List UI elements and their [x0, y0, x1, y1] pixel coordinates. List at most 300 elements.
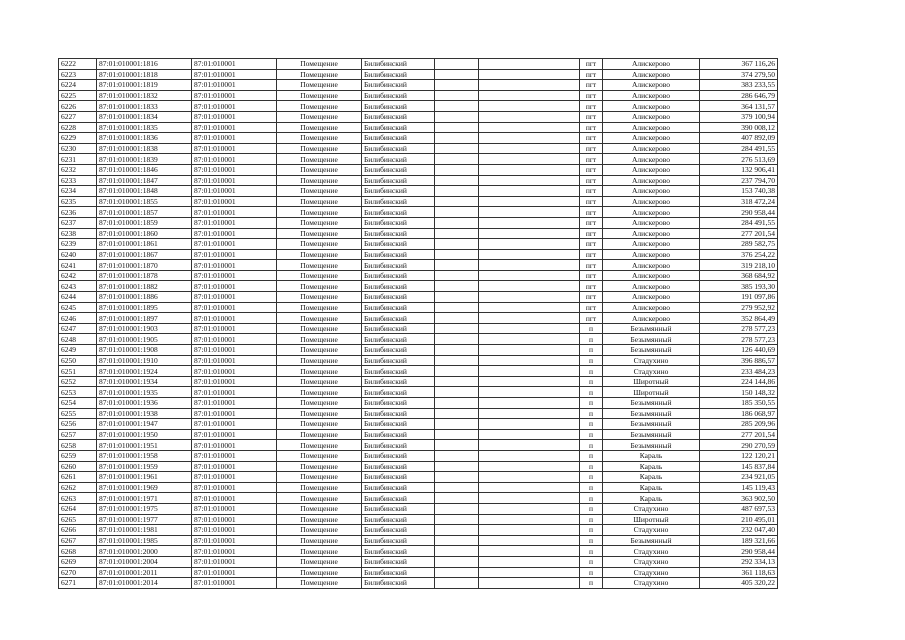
district-name: Билибинский [362, 292, 435, 303]
empty-cell [435, 567, 479, 578]
settlement-kind: п [580, 493, 603, 504]
cadastral-number: 87:01:010001:1959 [97, 461, 192, 472]
cadastral-value: 367 116,26 [700, 59, 778, 70]
empty-cell [435, 154, 479, 165]
cadastral-quarter: 87:01:010001 [192, 186, 277, 197]
empty-cell [479, 239, 580, 250]
empty-cell [479, 567, 580, 578]
empty-cell [479, 440, 580, 451]
object-type: Помещение [277, 450, 362, 461]
row-number: 6245 [59, 302, 97, 313]
settlement-kind: пгт [580, 90, 603, 101]
row-number: 6230 [59, 143, 97, 154]
cadastral-quarter: 87:01:010001 [192, 313, 277, 324]
settlement-name: Широтный [603, 387, 700, 398]
empty-cell [435, 207, 479, 218]
settlement-kind: п [580, 398, 603, 409]
row-number: 6261 [59, 472, 97, 483]
cadastral-number: 87:01:010001:1860 [97, 228, 192, 239]
empty-cell [435, 313, 479, 324]
settlement-kind: п [580, 578, 603, 589]
cadastral-quarter: 87:01:010001 [192, 101, 277, 112]
object-type: Помещение [277, 175, 362, 186]
settlement-name: Алискерово [603, 175, 700, 186]
settlement-name: Алискерово [603, 228, 700, 239]
district-name: Билибинский [362, 461, 435, 472]
empty-cell [479, 503, 580, 514]
empty-cell [435, 493, 479, 504]
cadastral-quarter: 87:01:010001 [192, 154, 277, 165]
settlement-name: Караль [603, 472, 700, 483]
settlement-name: Безымянный [603, 323, 700, 334]
district-name: Билибинский [362, 270, 435, 281]
empty-cell [479, 59, 580, 70]
object-type: Помещение [277, 440, 362, 451]
empty-cell [479, 525, 580, 536]
cadastral-quarter: 87:01:010001 [192, 270, 277, 281]
table-body [59, 59, 778, 589]
table-row [59, 59, 778, 70]
empty-cell [479, 207, 580, 218]
row-number: 6222 [59, 59, 97, 70]
settlement-kind: пгт [580, 175, 603, 186]
district-name: Билибинский [362, 196, 435, 207]
settlement-name: Алискерово [603, 281, 700, 292]
cadastral-number: 87:01:010001:1859 [97, 217, 192, 228]
cadastral-number: 87:01:010001:1855 [97, 196, 192, 207]
district-name: Билибинский [362, 535, 435, 546]
cadastral-value: 279 952,92 [700, 302, 778, 313]
settlement-kind: пгт [580, 101, 603, 112]
table-row [59, 154, 778, 165]
cadastral-value: 361 118,63 [700, 567, 778, 578]
empty-cell [435, 292, 479, 303]
settlement-name: Алискерово [603, 302, 700, 313]
cadastral-value: 232 047,40 [700, 525, 778, 536]
empty-cell [435, 514, 479, 525]
settlement-name: Алискерово [603, 101, 700, 112]
settlement-name: Алискерово [603, 292, 700, 303]
settlement-kind: п [580, 482, 603, 493]
cadastral-value: 233 484,23 [700, 366, 778, 377]
cadastral-quarter: 87:01:010001 [192, 133, 277, 144]
table-row [59, 323, 778, 334]
cadastral-value: 132 906,41 [700, 164, 778, 175]
empty-cell [435, 90, 479, 101]
cadastral-value: 318 472,24 [700, 196, 778, 207]
empty-cell [479, 196, 580, 207]
cadastral-number: 87:01:010001:2000 [97, 546, 192, 557]
row-number: 6231 [59, 154, 97, 165]
cadastral-value: 122 120,21 [700, 450, 778, 461]
table-row [59, 90, 778, 101]
object-type: Помещение [277, 217, 362, 228]
settlement-name: Стадухино [603, 366, 700, 377]
cadastral-quarter: 87:01:010001 [192, 461, 277, 472]
cadastral-value: 290 958,44 [700, 546, 778, 557]
settlement-name: Алискерово [603, 207, 700, 218]
empty-cell [479, 482, 580, 493]
empty-cell [479, 514, 580, 525]
row-number: 6267 [59, 535, 97, 546]
empty-cell [479, 281, 580, 292]
object-type: Помещение [277, 323, 362, 334]
empty-cell [479, 122, 580, 133]
cadastral-number: 87:01:010001:1905 [97, 334, 192, 345]
table-row [59, 546, 778, 557]
district-name: Билибинский [362, 398, 435, 409]
cadastral-quarter: 87:01:010001 [192, 387, 277, 398]
empty-cell [435, 164, 479, 175]
empty-cell [435, 345, 479, 356]
table-row [59, 111, 778, 122]
cadastral-value: 237 794,70 [700, 175, 778, 186]
cadastral-quarter: 87:01:010001 [192, 535, 277, 546]
cadastral-value: 379 100,94 [700, 111, 778, 122]
settlement-kind: пгт [580, 281, 603, 292]
empty-cell [435, 270, 479, 281]
row-number: 6229 [59, 133, 97, 144]
settlement-kind: пгт [580, 59, 603, 70]
empty-cell [435, 175, 479, 186]
cadastral-value: 285 209,96 [700, 419, 778, 430]
cadastral-number: 87:01:010001:1846 [97, 164, 192, 175]
table-row [59, 398, 778, 409]
empty-cell [435, 556, 479, 567]
cadastral-quarter: 87:01:010001 [192, 472, 277, 483]
empty-cell [435, 535, 479, 546]
cadastral-number: 87:01:010001:1924 [97, 366, 192, 377]
row-number: 6228 [59, 122, 97, 133]
row-number: 6259 [59, 450, 97, 461]
cadastral-number: 87:01:010001:1908 [97, 345, 192, 356]
object-type: Помещение [277, 90, 362, 101]
empty-cell [479, 535, 580, 546]
cadastral-quarter: 87:01:010001 [192, 111, 277, 122]
cadastral-value: 126 440,69 [700, 345, 778, 356]
empty-cell [435, 143, 479, 154]
table-row [59, 440, 778, 451]
empty-cell [479, 578, 580, 589]
table-row [59, 567, 778, 578]
object-type: Помещение [277, 281, 362, 292]
cadastral-number: 87:01:010001:1870 [97, 260, 192, 271]
empty-cell [479, 355, 580, 366]
district-name: Билибинский [362, 440, 435, 451]
settlement-kind: пгт [580, 133, 603, 144]
object-type: Помещение [277, 334, 362, 345]
settlement-kind: п [580, 525, 603, 536]
object-type: Помещение [277, 69, 362, 80]
object-type: Помещение [277, 578, 362, 589]
table-row [59, 281, 778, 292]
table-row [59, 514, 778, 525]
district-name: Билибинский [362, 80, 435, 91]
table-row [59, 143, 778, 154]
empty-cell [435, 334, 479, 345]
settlement-name: Стадухино [603, 503, 700, 514]
empty-cell [479, 80, 580, 91]
district-name: Билибинский [362, 111, 435, 122]
settlement-name: Широтный [603, 514, 700, 525]
table-row [59, 472, 778, 483]
empty-cell [435, 429, 479, 440]
settlement-kind: п [580, 514, 603, 525]
table-row [59, 228, 778, 239]
row-number: 6271 [59, 578, 97, 589]
settlement-name: Алискерово [603, 196, 700, 207]
empty-cell [435, 387, 479, 398]
empty-cell [479, 313, 580, 324]
district-name: Билибинский [362, 249, 435, 260]
empty-cell [479, 69, 580, 80]
settlement-name: Стадухино [603, 567, 700, 578]
district-name: Билибинский [362, 355, 435, 366]
row-number: 6253 [59, 387, 97, 398]
row-number: 6225 [59, 90, 97, 101]
row-number: 6236 [59, 207, 97, 218]
object-type: Помещение [277, 80, 362, 91]
cadastral-value-table [58, 58, 778, 589]
empty-cell [479, 419, 580, 430]
object-type: Помещение [277, 535, 362, 546]
table-row [59, 196, 778, 207]
cadastral-quarter: 87:01:010001 [192, 281, 277, 292]
object-type: Помещение [277, 111, 362, 122]
cadastral-quarter: 87:01:010001 [192, 429, 277, 440]
settlement-kind: п [580, 450, 603, 461]
settlement-kind: п [580, 472, 603, 483]
district-name: Билибинский [362, 408, 435, 419]
settlement-kind: пгт [580, 69, 603, 80]
cadastral-number: 87:01:010001:1819 [97, 80, 192, 91]
cadastral-number: 87:01:010001:1818 [97, 69, 192, 80]
table-row [59, 217, 778, 228]
row-number: 6256 [59, 419, 97, 430]
empty-cell [479, 302, 580, 313]
empty-cell [479, 408, 580, 419]
settlement-name: Широтный [603, 376, 700, 387]
row-number: 6269 [59, 556, 97, 567]
district-name: Билибинский [362, 556, 435, 567]
cadastral-value: 396 886,57 [700, 355, 778, 366]
settlement-kind: п [580, 556, 603, 567]
object-type: Помещение [277, 59, 362, 70]
table-row [59, 270, 778, 281]
cadastral-quarter: 87:01:010001 [192, 59, 277, 70]
settlement-kind: пгт [580, 207, 603, 218]
cadastral-number: 87:01:010001:1935 [97, 387, 192, 398]
cadastral-number: 87:01:010001:1958 [97, 450, 192, 461]
settlement-name: Стадухино [603, 525, 700, 536]
cadastral-value: 319 218,10 [700, 260, 778, 271]
row-number: 6226 [59, 101, 97, 112]
settlement-name: Алискерово [603, 143, 700, 154]
table-row [59, 122, 778, 133]
object-type: Помещение [277, 387, 362, 398]
cadastral-quarter: 87:01:010001 [192, 228, 277, 239]
settlement-name: Алискерово [603, 122, 700, 133]
row-number: 6264 [59, 503, 97, 514]
empty-cell [479, 323, 580, 334]
empty-cell [479, 556, 580, 567]
object-type: Помещение [277, 472, 362, 483]
object-type: Помещение [277, 419, 362, 430]
cadastral-quarter: 87:01:010001 [192, 90, 277, 101]
settlement-name: Алискерово [603, 164, 700, 175]
object-type: Помещение [277, 366, 362, 377]
settlement-name: Алискерово [603, 154, 700, 165]
cadastral-value: 383 233,55 [700, 80, 778, 91]
district-name: Билибинский [362, 122, 435, 133]
table-row [59, 69, 778, 80]
district-name: Билибинский [362, 567, 435, 578]
empty-cell [435, 450, 479, 461]
settlement-name: Алискерово [603, 186, 700, 197]
cadastral-number: 87:01:010001:1834 [97, 111, 192, 122]
row-number: 6254 [59, 398, 97, 409]
object-type: Помещение [277, 408, 362, 419]
cadastral-value: 186 068,97 [700, 408, 778, 419]
table-row [59, 493, 778, 504]
cadastral-value: 284 491,55 [700, 143, 778, 154]
cadastral-number: 87:01:010001:1934 [97, 376, 192, 387]
empty-cell [479, 345, 580, 356]
district-name: Билибинский [362, 175, 435, 186]
district-name: Билибинский [362, 164, 435, 175]
empty-cell [435, 578, 479, 589]
row-number: 6227 [59, 111, 97, 122]
settlement-name: Алискерово [603, 90, 700, 101]
district-name: Билибинский [362, 472, 435, 483]
district-name: Билибинский [362, 313, 435, 324]
district-name: Билибинский [362, 143, 435, 154]
settlement-name: Безымянный [603, 345, 700, 356]
empty-cell [479, 376, 580, 387]
settlement-kind: пгт [580, 80, 603, 91]
table-row [59, 334, 778, 345]
empty-cell [479, 249, 580, 260]
cadastral-quarter: 87:01:010001 [192, 398, 277, 409]
cadastral-value: 289 582,75 [700, 239, 778, 250]
cadastral-number: 87:01:010001:1936 [97, 398, 192, 409]
table-row [59, 366, 778, 377]
cadastral-number: 87:01:010001:1857 [97, 207, 192, 218]
cadastral-quarter: 87:01:010001 [192, 292, 277, 303]
cadastral-quarter: 87:01:010001 [192, 260, 277, 271]
cadastral-value: 224 144,86 [700, 376, 778, 387]
table-row [59, 101, 778, 112]
district-name: Билибинский [362, 69, 435, 80]
object-type: Помещение [277, 313, 362, 324]
district-name: Билибинский [362, 133, 435, 144]
settlement-kind: пгт [580, 313, 603, 324]
cadastral-value: 374 279,50 [700, 69, 778, 80]
cadastral-number: 87:01:010001:1878 [97, 270, 192, 281]
object-type: Помещение [277, 482, 362, 493]
empty-cell [435, 186, 479, 197]
district-name: Билибинский [362, 482, 435, 493]
object-type: Помещение [277, 292, 362, 303]
cadastral-number: 87:01:010001:1833 [97, 101, 192, 112]
cadastral-value: 278 577,23 [700, 334, 778, 345]
empty-cell [435, 398, 479, 409]
empty-cell [435, 525, 479, 536]
settlement-name: Стадухино [603, 578, 700, 589]
cadastral-quarter: 87:01:010001 [192, 514, 277, 525]
object-type: Помещение [277, 525, 362, 536]
settlement-kind: п [580, 387, 603, 398]
cadastral-quarter: 87:01:010001 [192, 556, 277, 567]
district-name: Билибинский [362, 207, 435, 218]
table-row [59, 260, 778, 271]
row-number: 6237 [59, 217, 97, 228]
empty-cell [435, 228, 479, 239]
empty-cell [435, 366, 479, 377]
cadastral-number: 87:01:010001:1938 [97, 408, 192, 419]
cadastral-value: 487 697,53 [700, 503, 778, 514]
table-row [59, 133, 778, 144]
row-number: 6268 [59, 546, 97, 557]
settlement-kind: пгт [580, 228, 603, 239]
cadastral-quarter: 87:01:010001 [192, 546, 277, 557]
district-name: Билибинский [362, 387, 435, 398]
object-type: Помещение [277, 249, 362, 260]
district-name: Билибинский [362, 239, 435, 250]
settlement-name: Алискерово [603, 313, 700, 324]
object-type: Помещение [277, 164, 362, 175]
object-type: Помещение [277, 514, 362, 525]
district-name: Билибинский [362, 186, 435, 197]
empty-cell [435, 323, 479, 334]
empty-cell [479, 133, 580, 144]
settlement-name: Караль [603, 493, 700, 504]
empty-cell [479, 186, 580, 197]
empty-cell [479, 546, 580, 557]
table-row [59, 503, 778, 514]
object-type: Помещение [277, 567, 362, 578]
district-name: Билибинский [362, 90, 435, 101]
cadastral-quarter: 87:01:010001 [192, 345, 277, 356]
district-name: Билибинский [362, 228, 435, 239]
cadastral-value: 286 646,79 [700, 90, 778, 101]
cadastral-number: 87:01:010001:1969 [97, 482, 192, 493]
empty-cell [479, 334, 580, 345]
object-type: Помещение [277, 503, 362, 514]
cadastral-number: 87:01:010001:1961 [97, 472, 192, 483]
empty-cell [435, 101, 479, 112]
row-number: 6240 [59, 249, 97, 260]
settlement-name: Стадухино [603, 355, 700, 366]
settlement-kind: пгт [580, 111, 603, 122]
cadastral-value: 277 201,54 [700, 228, 778, 239]
settlement-name: Алискерово [603, 80, 700, 91]
settlement-kind: пгт [580, 143, 603, 154]
cadastral-value: 189 321,66 [700, 535, 778, 546]
settlement-name: Стадухино [603, 556, 700, 567]
cadastral-number: 87:01:010001:1816 [97, 59, 192, 70]
table-row [59, 207, 778, 218]
table-row [59, 80, 778, 91]
empty-cell [435, 461, 479, 472]
cadastral-quarter: 87:01:010001 [192, 80, 277, 91]
cadastral-value: 385 193,30 [700, 281, 778, 292]
row-number: 6239 [59, 239, 97, 250]
cadastral-quarter: 87:01:010001 [192, 334, 277, 345]
settlement-name: Безымянный [603, 429, 700, 440]
cadastral-quarter: 87:01:010001 [192, 249, 277, 260]
empty-cell [479, 260, 580, 271]
